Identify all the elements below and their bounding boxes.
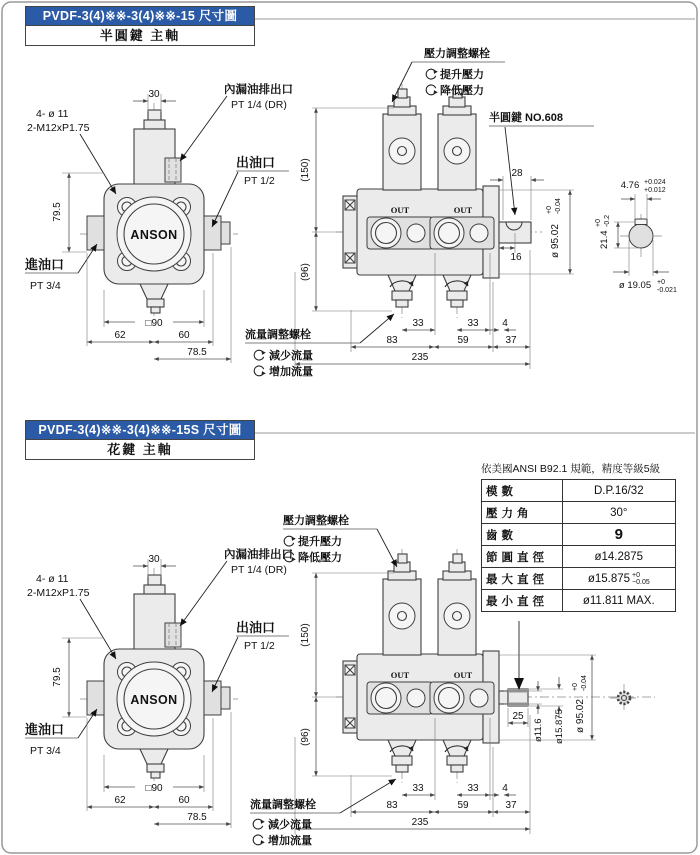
row-value: 30°	[562, 502, 675, 524]
row-label: 模數	[482, 480, 563, 502]
section1-subtitle: 半圓鍵 主軸	[26, 25, 254, 45]
decrease-flow-label-2: 減少流量	[268, 819, 312, 831]
flow-bolt-label: 流量調整螺栓	[245, 329, 311, 341]
pressure-callout-section1	[392, 46, 505, 102]
row-label: 節圓直徑	[482, 546, 563, 568]
key-dia-tm: -0.021	[657, 287, 677, 294]
row-value: 9	[562, 524, 675, 546]
section2-subtitle: 花鍵 主軸	[26, 439, 254, 459]
raise-pressure-label-2: 提升壓力	[298, 536, 342, 548]
table-row	[482, 480, 676, 502]
halfkey-shaft-section1	[489, 110, 594, 274]
table-row	[482, 590, 676, 612]
lower-pressure-label: 降低壓力	[440, 85, 484, 97]
half-key-label: 半圓鍵 NO.608	[489, 112, 563, 124]
pressure-bolt-label: 壓力調整螺栓	[424, 48, 490, 60]
pressure-bolt-label-2: 壓力調整螺栓	[283, 515, 349, 527]
key-width-tm: +0.012	[644, 187, 666, 194]
key-height: 21.4	[599, 230, 610, 249]
flow-callout-section1	[245, 314, 394, 378]
key-height-tm: -0.2	[604, 214, 611, 227]
tolerance-plus: +0	[632, 571, 640, 579]
spline-spec	[481, 461, 676, 612]
row-value: D.P.16/32	[562, 480, 675, 502]
table-row	[482, 524, 676, 546]
dim-16: 16	[510, 252, 522, 263]
table-row	[482, 502, 676, 524]
spline-shaft-section2	[499, 621, 655, 744]
dim-body-dia-1-tp: +0	[546, 206, 553, 214]
spline-spec-table	[481, 479, 676, 612]
section1-header	[25, 6, 255, 46]
key-dia-tp: +0	[657, 279, 665, 286]
dim-28: 28	[511, 168, 523, 179]
key-width: 4.76	[620, 180, 640, 191]
key-width-tp: +0.024	[644, 179, 666, 186]
table-row	[482, 546, 676, 568]
row-value: ø14.2875	[562, 546, 675, 568]
row-label: 壓力角	[482, 502, 563, 524]
section1-title: PVDF-3(4)※※-3(4)※※-15 尺寸圖	[26, 7, 254, 25]
dim-body-dia-1: ø 95.02	[550, 224, 561, 258]
section2-header	[25, 420, 255, 460]
dim-body-dia-2-tp: +0	[572, 683, 579, 691]
row-label: 最大直徑	[482, 568, 563, 590]
value-main: ø15.875	[587, 572, 631, 585]
key-dia: ø 19.05	[618, 280, 652, 291]
front-view-section2	[24, 547, 293, 828]
increase-flow-label-2: 增加流量	[268, 835, 312, 847]
front-view-section1	[24, 82, 293, 363]
row-value: ø11.811 MAX.	[562, 590, 675, 612]
row-label: 最小直徑	[482, 590, 563, 612]
dim-body-dia-2: ø 95.02	[575, 699, 586, 733]
lower-pressure-label-2: 降低壓力	[298, 552, 342, 564]
spline-pointer-arrow	[514, 678, 524, 690]
pressure-callout-section2	[283, 513, 397, 567]
row-value	[562, 568, 675, 590]
row-label: 齒數	[482, 524, 563, 546]
spline-gear-icon	[610, 684, 638, 712]
dim-body-dia-2-tm: -0.04	[581, 675, 588, 691]
dim-25: 25	[512, 711, 524, 722]
decrease-flow-label: 減少流量	[269, 350, 313, 362]
flow-callout-section2	[250, 779, 396, 847]
dim-spline-major: ø15.875	[554, 709, 565, 744]
flow-bolt-label-2: 流量調整螺栓	[250, 799, 316, 811]
table-row	[482, 568, 676, 590]
shaft-key-detail	[595, 179, 677, 294]
increase-flow-label: 增加流量	[269, 366, 313, 378]
key-height-tp: +0	[595, 219, 602, 227]
raise-pressure-label: 提升壓力	[440, 69, 484, 81]
tolerance-minus: −0.05	[632, 578, 650, 586]
dim-spline-minor: ø11.6	[533, 718, 544, 742]
dim-body-dia-1-tm: -0.04	[555, 198, 562, 214]
section2-title: PVDF-3(4)※※-3(4)※※-15S 尺寸圖	[26, 421, 254, 439]
spline-spec-caption: 依美國ANSI B92.1 規範，精度等級5級	[481, 463, 661, 475]
